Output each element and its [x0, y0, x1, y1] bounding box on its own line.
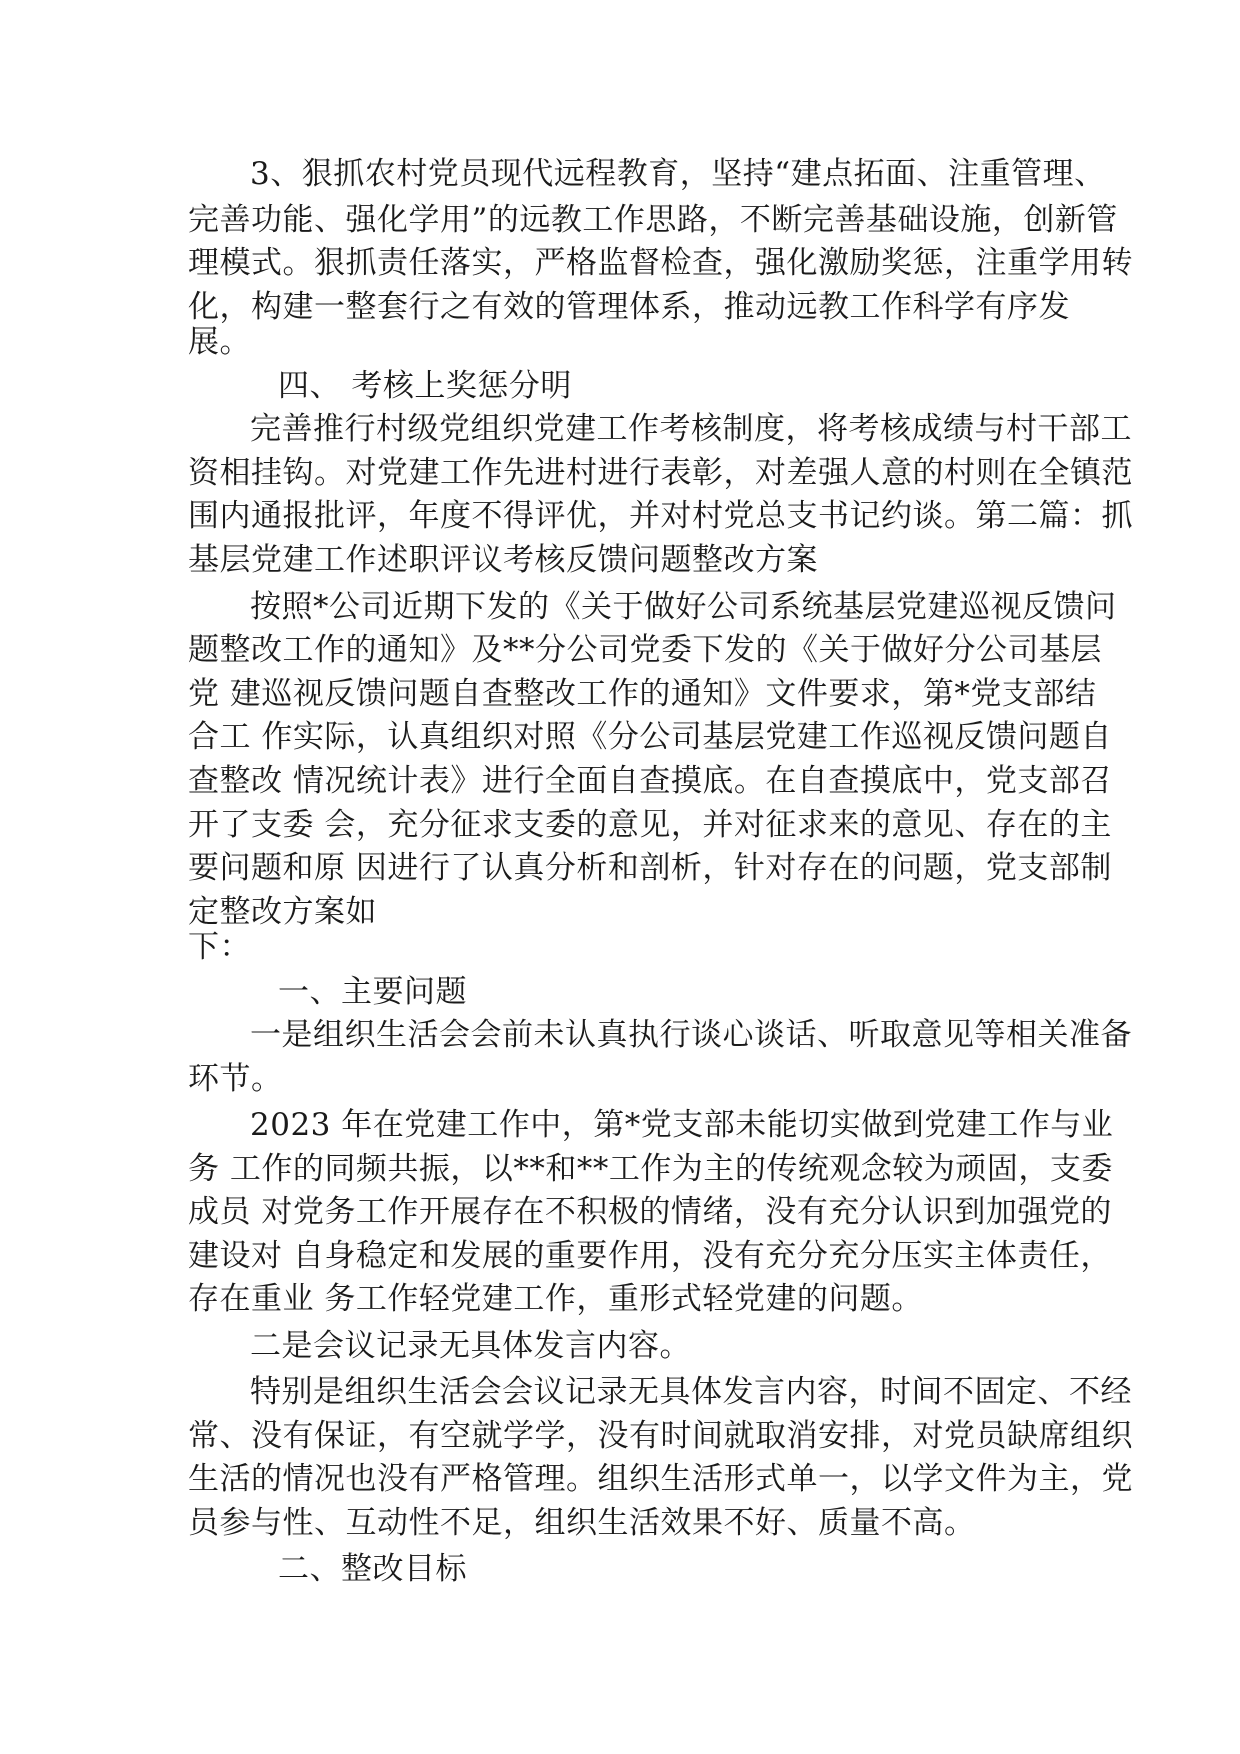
paragraph-line: 理模式。狠抓责任落实，严格监督检查，强化激励奖惩，注重学用转	[188, 245, 1133, 281]
section-heading: 一、主要问题	[278, 974, 467, 1010]
paragraph-line: 生活的情况也没有严格管理。组织生活形式单一，以学文件为主，党	[188, 1461, 1133, 1497]
paragraph-line: 一是组织生活会会前未认真执行谈心谈话、听取意见等相关准备	[250, 1017, 1132, 1053]
paragraph-line: 合工 作实际，认真组织对照《分公司基层党建工作巡视反馈问题自	[188, 719, 1112, 755]
paragraph-line: 围内通报批评，年度不得评优，并对村党总支书记约谈。第二篇：抓	[188, 498, 1133, 534]
paragraph-line: 化，构建一整套行之有效的管理体系，推动远教工作科学有序发	[188, 289, 1070, 325]
paragraph-line: 存在重业 务工作轻党建工作，重形式轻党建的问题。	[188, 1281, 923, 1317]
paragraph-line: 3、狠抓农村党员现代远程教育，坚持“建点拓面、注重管理、	[250, 156, 1106, 192]
paragraph-line: 查整改 情况统计表》进行全面自查摸底。在自查摸底中，党支部召	[188, 763, 1112, 799]
paragraph-line: 员参与性、互动性不足，组织生活效果不好、质量不高。	[188, 1505, 976, 1541]
paragraph-line: 按照*公司近期下发的《关于做好公司系统基层党建巡视反馈问	[250, 589, 1117, 625]
paragraph-line: 下：	[188, 929, 251, 965]
section-heading: 四、 考核上奖惩分明	[278, 368, 572, 404]
paragraph-line: 展。	[188, 324, 251, 360]
paragraph-line: 务 工作的同频共振，以**和**工作为主的传统观念较为顽固，支委	[188, 1151, 1113, 1187]
paragraph-line: 党 建巡视反馈问题自查整改工作的通知》文件要求，第*党支部结	[188, 676, 1097, 712]
section-heading: 二、整改目标	[278, 1551, 467, 1587]
paragraph-line: 题整改工作的通知》及**分公司党委下发的《关于做好分公司基层	[188, 632, 1102, 668]
paragraph-line: 建设对 自身稳定和发展的重要作用，没有充分充分压实主体责任，	[188, 1238, 1112, 1274]
paragraph-line: 2023 年在党建工作中，第*党支部未能切实做到党建工作与业	[250, 1107, 1114, 1143]
paragraph-line: 特别是组织生活会会议记录无具体发言内容，时间不固定、不经	[250, 1374, 1132, 1410]
paragraph-line: 环节。	[188, 1061, 283, 1097]
paragraph-line: 基层党建工作述职评议考核反馈问题整改方案	[188, 542, 818, 578]
paragraph-line: 常、没有保证，有空就学学，没有时间就取消安排，对党员缺席组织	[188, 1418, 1133, 1454]
paragraph-line: 完善功能、强化学用”的远教工作思路，不断完善基础设施，创新管	[188, 202, 1118, 238]
paragraph-line: 资相挂钩。对党建工作先进村进行表彰，对差强人意的村则在全镇范	[188, 455, 1133, 491]
paragraph-line: 成员 对党务工作开展存在不积极的情绪，没有充分认识到加强党的	[188, 1194, 1112, 1230]
paragraph-line: 完善推行村级党组织党建工作考核制度，将考核成绩与村干部工	[250, 411, 1132, 447]
paragraph-line: 二是会议记录无具体发言内容。	[250, 1328, 691, 1364]
paragraph-line: 定整改方案如	[188, 894, 377, 930]
paragraph-line: 开了支委 会，充分征求支委的意见，并对征求来的意见、存在的主	[188, 807, 1112, 843]
paragraph-line: 要问题和原 因进行了认真分析和剖析，针对存在的问题，党支部制	[188, 850, 1112, 886]
